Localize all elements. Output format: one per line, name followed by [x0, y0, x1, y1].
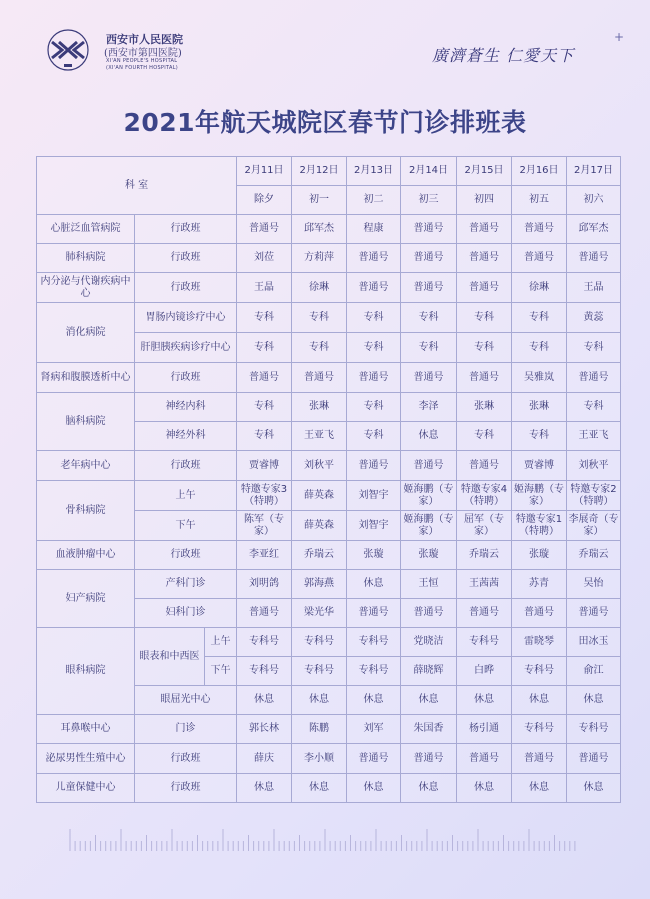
schedule-cell: 苏青 — [512, 570, 567, 599]
date-cell: 2月15日 — [457, 157, 512, 186]
table-row — [37, 744, 621, 774]
schedule-cell: 专科号 — [237, 657, 292, 686]
schedule-cell: 朱国香 — [401, 715, 457, 744]
schedule-cell: 专科 — [237, 333, 292, 363]
day-cell: 初二 — [347, 186, 401, 215]
dept-cell: 骨科病院 — [37, 481, 135, 541]
schedule-cell: 休息 — [512, 686, 567, 715]
sub-dept-cell: 产科门诊 — [135, 570, 237, 599]
schedule-cell: 休息 — [401, 774, 457, 803]
table-row — [37, 715, 621, 744]
schedule-cell: 普通号 — [457, 244, 512, 273]
schedule-cell: 程康 — [347, 215, 401, 244]
schedule-cell: 郭海燕 — [292, 570, 347, 599]
schedule-cell: 休息 — [567, 774, 621, 803]
sub-dept-cell: 眼表和中西医 — [135, 628, 205, 686]
schedule-cell: 刘智宇 — [347, 511, 401, 541]
time-cell: 下午 — [205, 657, 237, 686]
schedule-cell: 专科号 — [237, 628, 292, 657]
schedule-cell: 普通号 — [567, 363, 621, 393]
day-cell: 除夕 — [237, 186, 292, 215]
decorative-barcode — [68, 829, 582, 851]
schedule-cell: 专科 — [457, 303, 512, 333]
schedule-cell: 普通号 — [512, 244, 567, 273]
schedule-cell: 休息 — [457, 774, 512, 803]
dept-cell: 泌尿男性生殖中心 — [37, 744, 135, 774]
schedule-cell: 普通号 — [567, 744, 621, 774]
table-row — [37, 244, 621, 273]
schedule-cell: 王恒 — [401, 570, 457, 599]
dept-cell: 消化病院 — [37, 303, 135, 363]
schedule-cell: 普通号 — [512, 599, 567, 628]
schedule-cell: 郭长林 — [237, 715, 292, 744]
schedule-cell: 李亚红 — [237, 541, 292, 570]
schedule-cell: 普通号 — [457, 744, 512, 774]
schedule-cell: 张璇 — [401, 541, 457, 570]
schedule-cell: 休息 — [401, 686, 457, 715]
schedule-cell: 普通号 — [401, 451, 457, 481]
hospital-logo-icon — [44, 28, 102, 74]
date-cell: 2月14日 — [401, 157, 457, 186]
schedule-cell: 姬海鹏（专家） — [401, 511, 457, 541]
sub-dept-cell: 上午 — [135, 481, 237, 511]
schedule-cell: 普通号 — [401, 215, 457, 244]
schedule-cell: 邱军杰 — [567, 215, 621, 244]
schedule-cell: 普通号 — [512, 744, 567, 774]
schedule-cell: 普通号 — [512, 215, 567, 244]
schedule-cell: 专科号 — [292, 657, 347, 686]
hospital-name-cn-alt: (西安市第四医院) — [104, 48, 182, 59]
schedule-cell: 休息 — [237, 686, 292, 715]
dept-cell: 内分泌与代谢疾病中心 — [37, 273, 135, 303]
sub-dept-cell: 神经外科 — [135, 422, 237, 451]
schedule-cell: 薛晓辉 — [401, 657, 457, 686]
dept-cell: 眼科病院 — [37, 628, 135, 715]
table-row — [37, 570, 621, 599]
sub-dept-cell: 行政班 — [135, 541, 237, 570]
dept-cell: 肺科病院 — [37, 244, 135, 273]
schedule-cell: 普通号 — [457, 215, 512, 244]
schedule-cell: 专科 — [237, 303, 292, 333]
schedule-cell: 刘秋平 — [567, 451, 621, 481]
schedule-cell: 党晓洁 — [401, 628, 457, 657]
schedule-cell: 普通号 — [237, 599, 292, 628]
schedule-cell: 田冰玉 — [567, 628, 621, 657]
dept-cell: 血液肿瘤中心 — [37, 541, 135, 570]
sub-dept-cell: 门诊 — [135, 715, 237, 744]
sub-dept-cell: 行政班 — [135, 215, 237, 244]
table-row — [37, 541, 621, 570]
schedule-cell: 陈鹏 — [292, 715, 347, 744]
schedule-cell: 专科 — [512, 422, 567, 451]
schedule-cell: 普通号 — [237, 363, 292, 393]
schedule-cell: 休息 — [347, 570, 401, 599]
sub-dept-cell: 神经内科 — [135, 393, 237, 422]
schedule-cell: 普通号 — [457, 363, 512, 393]
schedule-cell: 普通号 — [347, 451, 401, 481]
table-row — [37, 481, 621, 511]
schedule-cell: 专科 — [512, 303, 567, 333]
sub-dept-cell: 眼屈光中心 — [135, 686, 237, 715]
date-cell: 2月13日 — [347, 157, 401, 186]
schedule-cell: 张琳 — [292, 393, 347, 422]
schedule-cell: 普通号 — [457, 599, 512, 628]
schedule-cell: 张璇 — [347, 541, 401, 570]
schedule-cell: 屈军（专家） — [457, 511, 512, 541]
table-row — [37, 393, 621, 422]
table-row — [37, 451, 621, 481]
schedule-cell: 乔瑞云 — [292, 541, 347, 570]
dept-cell: 妇产病院 — [37, 570, 135, 628]
schedule-cell: 专科号 — [512, 715, 567, 744]
schedule-cell: 专科 — [237, 393, 292, 422]
date-cell: 2月11日 — [237, 157, 292, 186]
schedule-cell: 专科号 — [512, 657, 567, 686]
schedule-cell: 王晶 — [237, 273, 292, 303]
schedule-cell: 专科 — [567, 393, 621, 422]
schedule-cell: 专科 — [457, 422, 512, 451]
schedule-cell: 刘军 — [347, 715, 401, 744]
sub-dept-cell: 行政班 — [135, 744, 237, 774]
table-header-row — [37, 157, 621, 186]
table-row — [37, 774, 621, 803]
schedule-cell: 专科号 — [347, 628, 401, 657]
plus-sparkle-icon: + — [614, 30, 625, 44]
date-cell: 2月12日 — [292, 157, 347, 186]
sub-dept-cell: 胃肠内镜诊疗中心 — [135, 303, 237, 333]
schedule-cell: 休息 — [347, 686, 401, 715]
schedule-cell: 特邀专家3（特聘） — [237, 481, 292, 511]
schedule-cell: 梁光华 — [292, 599, 347, 628]
schedule-cell: 王亚飞 — [292, 422, 347, 451]
schedule-cell: 雷晓琴 — [512, 628, 567, 657]
schedule-cell: 陈军（专家） — [237, 511, 292, 541]
table-row — [37, 363, 621, 393]
schedule-cell: 李泽 — [401, 393, 457, 422]
schedule-cell: 俞江 — [567, 657, 621, 686]
schedule-cell: 专科 — [292, 333, 347, 363]
table-row — [37, 628, 621, 657]
schedule-cell: 普通号 — [347, 244, 401, 273]
schedule-cell: 薛英森 — [292, 511, 347, 541]
schedule-cell: 专科 — [237, 422, 292, 451]
schedule-cell: 李展奇（专家） — [567, 511, 621, 541]
sub-dept-cell: 妇科门诊 — [135, 599, 237, 628]
schedule-cell: 李小顺 — [292, 744, 347, 774]
sub-dept-cell: 行政班 — [135, 273, 237, 303]
schedule-cell: 刘智宇 — [347, 481, 401, 511]
schedule-cell: 专科 — [567, 333, 621, 363]
hospital-name-cn: 西安市人民医院 — [106, 33, 183, 46]
schedule-cell: 贾睿博 — [237, 451, 292, 481]
dept-cell: 心脏泛血管病院 — [37, 215, 135, 244]
schedule-cell: 休息 — [292, 774, 347, 803]
schedule-cell: 专科 — [457, 333, 512, 363]
sub-dept-cell: 下午 — [135, 511, 237, 541]
dept-header: 科 室 — [37, 157, 237, 215]
schedule-cell: 白晔 — [457, 657, 512, 686]
schedule-cell: 普通号 — [237, 215, 292, 244]
dept-cell: 脑科病院 — [37, 393, 135, 451]
sub-dept-cell: 肝胆胰疾病诊疗中心 — [135, 333, 237, 363]
sub-dept-cell: 行政班 — [135, 774, 237, 803]
schedule-cell: 专科号 — [567, 715, 621, 744]
day-cell: 初三 — [401, 186, 457, 215]
schedule-cell: 特邀专家2（特聘） — [567, 481, 621, 511]
sub-dept-cell: 行政班 — [135, 244, 237, 273]
schedule-cell: 专科 — [401, 303, 457, 333]
schedule-cell: 专科 — [347, 393, 401, 422]
schedule-cell: 休息 — [401, 422, 457, 451]
schedule-cell: 专科 — [512, 333, 567, 363]
hospital-name-en-alt: (XI'AN FOURTH HOSPITAL) — [106, 65, 179, 71]
schedule-cell: 王亚飞 — [567, 422, 621, 451]
schedule-cell: 休息 — [237, 774, 292, 803]
day-cell: 初六 — [567, 186, 621, 215]
schedule-cell: 黄蕊 — [567, 303, 621, 333]
schedule-cell: 普通号 — [567, 244, 621, 273]
page-header — [0, 0, 650, 90]
schedule-cell: 刘秋平 — [292, 451, 347, 481]
schedule-cell: 普通号 — [347, 363, 401, 393]
schedule-cell: 普通号 — [347, 744, 401, 774]
date-cell: 2月16日 — [512, 157, 567, 186]
schedule-cell: 薛庆 — [237, 744, 292, 774]
schedule-cell: 普通号 — [457, 273, 512, 303]
schedule-cell: 休息 — [512, 774, 567, 803]
dept-cell: 耳鼻喉中心 — [37, 715, 135, 744]
schedule-cell: 张璇 — [512, 541, 567, 570]
sub-dept-cell: 行政班 — [135, 363, 237, 393]
schedule-cell: 王茜茜 — [457, 570, 512, 599]
schedule-cell: 特邀专家4（特聘） — [457, 481, 512, 511]
schedule-cell: 方莉萍 — [292, 244, 347, 273]
date-cell: 2月17日 — [567, 157, 621, 186]
schedule-cell: 邱军杰 — [292, 215, 347, 244]
schedule-cell: 普通号 — [347, 599, 401, 628]
dept-cell: 肾病和腹膜透析中心 — [37, 363, 135, 393]
schedule-cell: 吴雅岚 — [512, 363, 567, 393]
schedule-cell: 专科 — [347, 333, 401, 363]
schedule-cell: 普通号 — [401, 599, 457, 628]
schedule-cell: 吴怡 — [567, 570, 621, 599]
schedule-cell: 休息 — [457, 686, 512, 715]
table-row — [37, 303, 621, 333]
time-cell: 上午 — [205, 628, 237, 657]
schedule-cell: 休息 — [292, 686, 347, 715]
schedule-cell: 普通号 — [347, 273, 401, 303]
schedule-cell: 刘莅 — [237, 244, 292, 273]
schedule-table — [36, 156, 621, 803]
table-row — [37, 273, 621, 303]
schedule-cell: 徐琳 — [292, 273, 347, 303]
dept-cell: 老年病中心 — [37, 451, 135, 481]
schedule-cell: 普通号 — [401, 244, 457, 273]
schedule-cell: 贾睿博 — [512, 451, 567, 481]
schedule-cell: 特邀专家1（特聘） — [512, 511, 567, 541]
schedule-cell: 普通号 — [401, 744, 457, 774]
schedule-cell: 专科 — [292, 303, 347, 333]
schedule-cell: 专科 — [347, 422, 401, 451]
schedule-cell: 专科号 — [457, 628, 512, 657]
sub-dept-cell: 行政班 — [135, 451, 237, 481]
schedule-cell: 王晶 — [567, 273, 621, 303]
table-row — [37, 215, 621, 244]
schedule-cell: 张琳 — [457, 393, 512, 422]
hospital-name-en: XI'AN PEOPLE'S HOSPITAL — [106, 58, 178, 64]
schedule-cell: 普通号 — [567, 599, 621, 628]
schedule-cell: 休息 — [567, 686, 621, 715]
day-cell: 初四 — [457, 186, 512, 215]
schedule-cell: 姬海鹏（专家） — [512, 481, 567, 511]
schedule-cell: 乔瑞云 — [567, 541, 621, 570]
schedule-cell: 专科 — [401, 333, 457, 363]
schedule-cell: 徐琳 — [512, 273, 567, 303]
dept-cell: 儿童保健中心 — [37, 774, 135, 803]
hospital-slogan: 廣濟蒼生 仁愛天下 — [432, 46, 575, 65]
schedule-cell: 普通号 — [401, 273, 457, 303]
schedule-cell: 休息 — [347, 774, 401, 803]
schedule-cell: 姬海鹏（专家） — [401, 481, 457, 511]
schedule-cell: 专科号 — [292, 628, 347, 657]
schedule-cell: 杨引通 — [457, 715, 512, 744]
schedule-cell: 薛英森 — [292, 481, 347, 511]
schedule-cell: 普通号 — [457, 451, 512, 481]
schedule-cell: 普通号 — [401, 363, 457, 393]
day-cell: 初五 — [512, 186, 567, 215]
schedule-cell: 专科 — [347, 303, 401, 333]
schedule-cell: 张琳 — [512, 393, 567, 422]
schedule-cell: 乔瑞云 — [457, 541, 512, 570]
schedule-cell: 专科号 — [347, 657, 401, 686]
schedule-cell: 刘明鸽 — [237, 570, 292, 599]
day-cell: 初一 — [292, 186, 347, 215]
schedule-cell: 普通号 — [292, 363, 347, 393]
page-title: 2021年航天城院区春节门诊排班表 — [123, 108, 527, 137]
